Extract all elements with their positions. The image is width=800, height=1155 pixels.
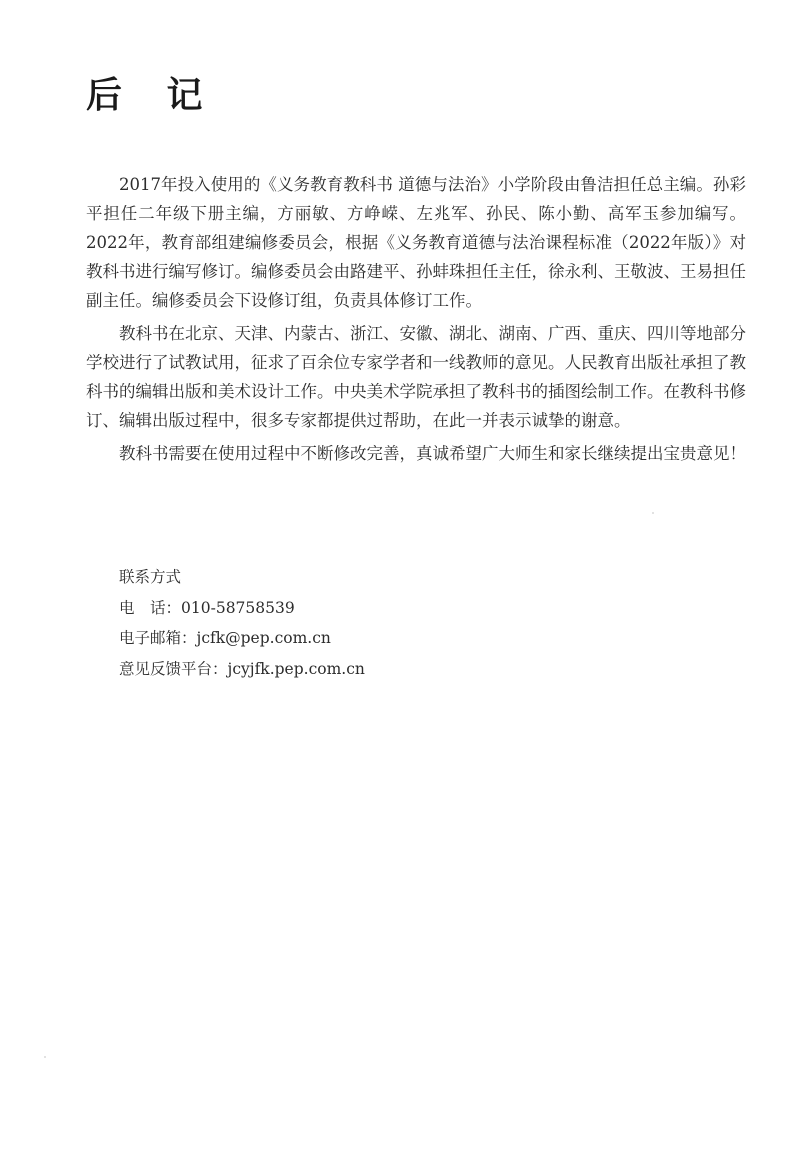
- feedback-platform-row: [119, 654, 619, 685]
- feedback-platform-url: jcyjfk.pep.com.cn: [227, 659, 365, 678]
- paragraph-editors: 2017年投入使用的《义务教育教科书 道德与法治》小学阶段由鲁洁担任总主编。孙彩平担任二年级下册主编，方丽敏、方峥嵘、左兆军、孙民、陈小勤、高军玉参加编写。2022年，教育部组建编修委员会，根据《义务教育道德与法治课程标准（2022年版）》对教科书进行编写修订。编修委员会由路建平、孙蚌珠担任主任，徐永利、王敬波、王易担任副主任。编修委员会下设修订组，负责具体修订工作。: [86, 175, 746, 310]
- paragraph-acknowledgements: 教科书在北京、天津、内蒙古、浙江、安徽、湖北、湖南、广西、重庆、四川等地部分学校进行了试教试用，征求了百余位专家学者和一线教师的意见。人民教育出版社承担了教科书的编辑出版和美术设计工作。中央美术学院承担了教科书的插图绘制工作。在教科书修订、编辑出版过程中，很多专家都提供过帮助，在此一并表示诚挚的谢意。: [86, 324, 746, 430]
- page-title: 后 记: [86, 75, 219, 116]
- afterword-body: [86, 170, 746, 472]
- phone-label: 电 话：: [119, 598, 182, 617]
- scan-speck: [44, 1056, 46, 1058]
- email-label: 电子邮箱：: [119, 629, 197, 647]
- email-address: jcfk@pep.com.cn: [196, 629, 331, 647]
- phone-row: [119, 593, 619, 624]
- feedback-platform-label: 意见反馈平台：: [119, 659, 228, 678]
- phone-number: 010-58758539: [181, 598, 295, 617]
- contact-info: [119, 562, 619, 684]
- email-row: [119, 623, 619, 654]
- paragraph-feedback-request: 教科书需要在使用过程中不断修改完善，真诚希望广大师生和家长继续提出宝贵意见！: [119, 444, 746, 463]
- contact-heading: 联系方式: [119, 568, 182, 586]
- scan-speck: [652, 512, 654, 514]
